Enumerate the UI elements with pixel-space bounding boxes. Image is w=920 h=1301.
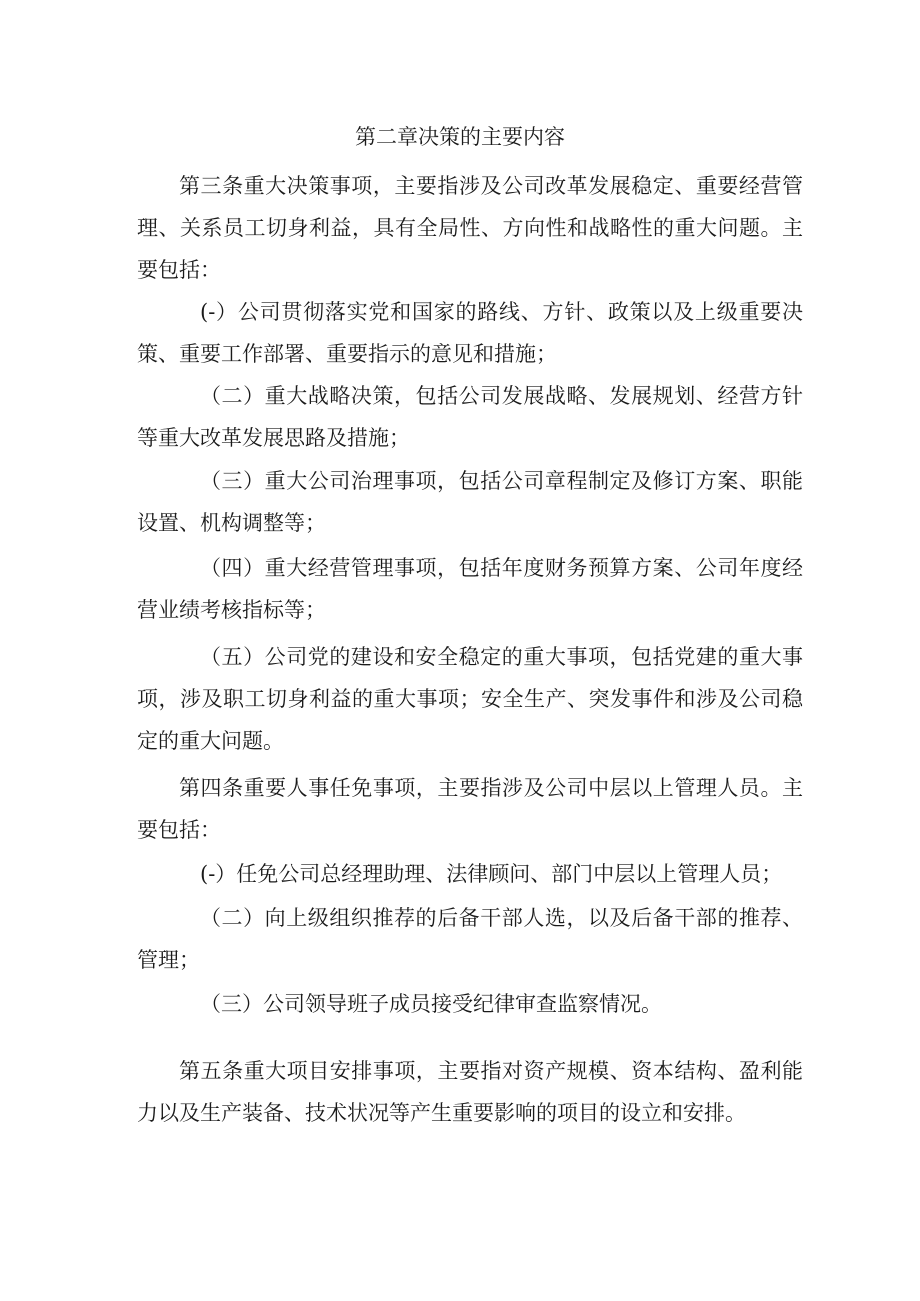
article-3-item-3: （三）重大公司治理事项，包括公司章程制定及修订方案、职能设置、机构调整等；	[137, 469, 803, 535]
article-4-intro: 第四条重要人事任免事项，主要指涉及公司中层以上管理人员。主要包括：	[137, 776, 803, 842]
article-3-item-5: （五）公司党的建设和安全稳定的重大事项，包括党建的重大事项，涉及职工切身利益的重大事项；安全生产、突发事件和涉及公司稳定的重大问题。	[137, 645, 803, 753]
article-3-item-4: （四）重大经营管理事项，包括年度财务预算方案、公司年度经营业绩考核指标等；	[137, 556, 803, 622]
article-5-intro: 第五条重大项目安排事项，主要指对资产规模、资本结构、盈利能力以及生产装备、技术状况等产生重要影响的项目的设立和安排。	[137, 1059, 803, 1125]
article-4-item-2: （二）向上级组织推荐的后备干部人选，以及后备干部的推荐、管理；	[137, 906, 803, 972]
chapter-title: 第二章决策的主要内容	[355, 125, 565, 149]
article-4-item-3: （三）公司领导班子成员接受纪律审查监察情况。	[200, 992, 662, 1016]
article-3-item-1: (-）公司贯彻落实党和国家的路线、方针、政策以及上级重要决策、重要工作部署、重要指示的意见和措施；	[137, 300, 803, 366]
article-3-item-2: （二）重大战略决策，包括公司发展战略、发展规划、经营方针等重大改革发展思路及措施；	[137, 384, 803, 450]
article-3-intro: 第三条重大决策事项，主要指涉及公司改革发展稳定、重要经营管理、关系员工切身利益，具有全局性、方向性和战略性的重大问题。主要包括：	[137, 174, 803, 282]
article-4-item-1: (-）任免公司总经理助理、法律顾问、部门中层以上管理人员；	[200, 862, 783, 886]
